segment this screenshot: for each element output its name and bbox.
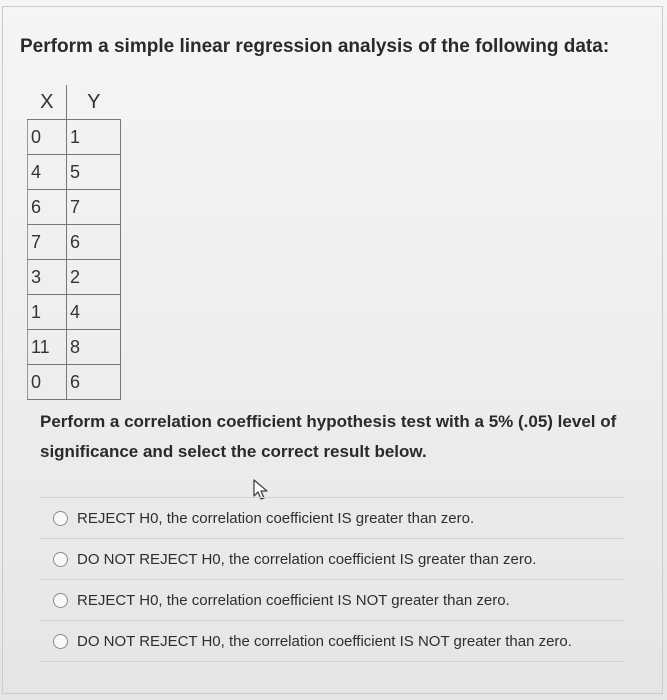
cell-y: 1: [67, 120, 121, 155]
table-row: [28, 260, 121, 295]
cell-x: 1: [28, 295, 67, 330]
option-reject-not-greater[interactable]: [40, 579, 624, 620]
table-row: [28, 365, 121, 400]
option-do-not-reject-not-greater[interactable]: [40, 620, 624, 662]
cell-y: 5: [67, 155, 121, 190]
cell-x: 0: [28, 120, 67, 155]
cell-x: 7: [28, 225, 67, 260]
option-do-not-reject-greater[interactable]: [40, 538, 624, 579]
cell-y: 2: [67, 260, 121, 295]
table-row: [28, 190, 121, 225]
cell-y: 4: [67, 295, 121, 330]
cell-y: 6: [67, 365, 121, 400]
option-label: REJECT H0, the correlation coefficient IS greater than zero.: [77, 509, 475, 527]
cell-x: 4: [28, 155, 67, 190]
option-reject-greater[interactable]: [40, 497, 624, 538]
radio-button-icon[interactable]: [53, 634, 68, 649]
radio-button-icon[interactable]: [53, 552, 68, 567]
hypothesis-question-text: Perform a correlation coefficient hypothesis test with a 5% (.05) level of significance and select the correct result below.: [40, 412, 617, 461]
data-table: [27, 85, 121, 400]
cell-x: 11: [28, 330, 67, 365]
table-row: [28, 225, 121, 260]
table-row: [28, 120, 121, 155]
answer-options: [40, 497, 624, 662]
radio-button-icon[interactable]: [53, 593, 68, 608]
cell-x: 3: [28, 260, 67, 295]
table-row: [28, 330, 121, 365]
column-header-x: X: [28, 85, 67, 120]
option-label: DO NOT REJECT H0, the correlation coefficient IS greater than zero.: [77, 550, 537, 568]
question-text: Perform a simple linear regression analysis of the following data:: [20, 36, 610, 57]
cell-x: 0: [28, 365, 67, 400]
cell-y: 6: [67, 225, 121, 260]
option-label: DO NOT REJECT H0, the correlation coefficient IS NOT greater than zero.: [77, 632, 572, 650]
table-row: [28, 155, 121, 190]
option-label: REJECT H0, the correlation coefficient IS NOT greater than zero.: [77, 591, 510, 609]
cell-x: 6: [28, 190, 67, 225]
table-row: [28, 295, 121, 330]
column-header-y: Y: [67, 85, 121, 120]
table-header-row: [28, 85, 121, 120]
radio-button-icon[interactable]: [53, 511, 68, 526]
cell-y: 7: [67, 190, 121, 225]
cell-y: 8: [67, 330, 121, 365]
